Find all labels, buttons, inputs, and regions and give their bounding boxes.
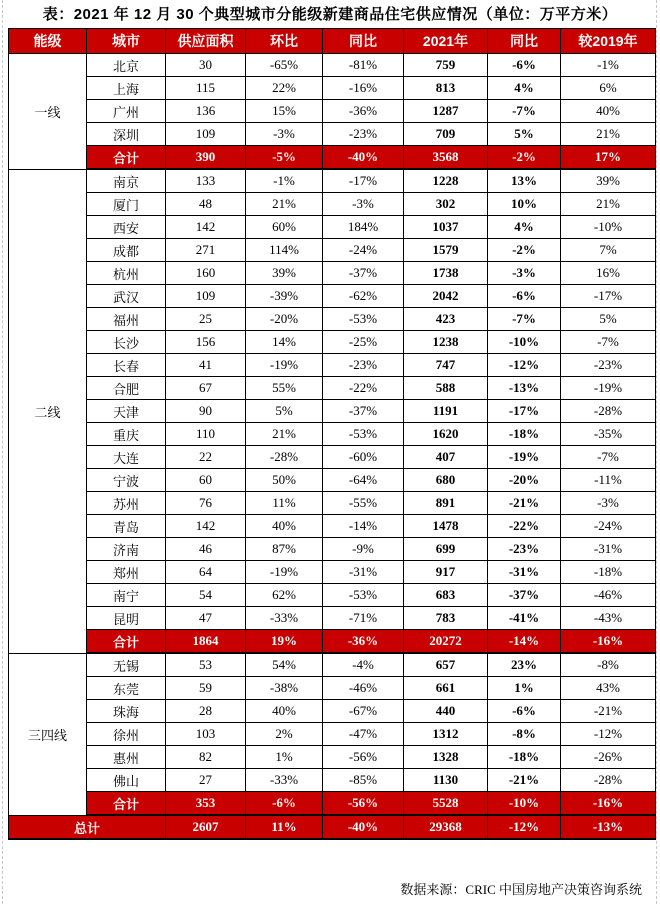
city-北京-value-4: -6% <box>488 54 561 77</box>
city-惠州-value-4: -18% <box>488 746 561 769</box>
city-南宁-value-2: -53% <box>323 584 404 607</box>
city-长沙-value-0: 156 <box>166 331 246 354</box>
city-row-济南 <box>9 538 656 561</box>
city-row-佛山 <box>9 769 656 792</box>
city-广州-value-4: -7% <box>488 100 561 123</box>
city-row-宁波 <box>9 469 656 492</box>
city-佛山-value-2: -85% <box>323 769 404 792</box>
city-cell-上海: 上海 <box>87 77 166 100</box>
city-row-重庆 <box>9 423 656 446</box>
city-东莞-value-2: -46% <box>323 677 404 700</box>
city-苏州-value-3: 891 <box>404 492 488 515</box>
city-cell-北京: 北京 <box>87 54 166 77</box>
city-珠海-value-1: 40% <box>246 700 323 723</box>
city-青岛-value-1: 40% <box>246 515 323 538</box>
city-合肥-value-0: 67 <box>166 377 246 400</box>
city-武汉-value-4: -6% <box>488 285 561 308</box>
city-厦门-value-2: -3% <box>323 193 404 216</box>
city-cell-青岛: 青岛 <box>87 515 166 538</box>
city-合肥-value-4: -13% <box>488 377 561 400</box>
city-cell-南京: 南京 <box>87 169 166 193</box>
city-深圳-value-4: 5% <box>488 123 561 146</box>
city-大连-value-2: -60% <box>323 446 404 469</box>
city-重庆-value-1: 21% <box>246 423 323 446</box>
city-北京-value-5: -1% <box>561 54 656 77</box>
city-南宁-value-3: 683 <box>404 584 488 607</box>
city-西安-value-0: 142 <box>166 216 246 239</box>
city-cell-昆明: 昆明 <box>87 607 166 630</box>
data-source-note: 数据来源：CRIC 中国房地产决策咨询系统 <box>400 882 642 897</box>
city-宁波-value-4: -20% <box>488 469 561 492</box>
city-惠州-value-0: 82 <box>166 746 246 769</box>
city-青岛-value-4: -22% <box>488 515 561 538</box>
city-苏州-value-2: -55% <box>323 492 404 515</box>
city-row-南宁 <box>9 584 656 607</box>
city-南京-value-3: 1228 <box>404 169 488 193</box>
city-杭州-value-3: 1738 <box>404 262 488 285</box>
city-珠海-value-4: -6% <box>488 700 561 723</box>
city-福州-value-4: -7% <box>488 308 561 331</box>
city-郑州-value-2: -31% <box>323 561 404 584</box>
city-惠州-value-1: 1% <box>246 746 323 769</box>
city-济南-value-2: -9% <box>323 538 404 561</box>
city-row-青岛 <box>9 515 656 538</box>
city-济南-value-0: 46 <box>166 538 246 561</box>
city-武汉-value-2: -62% <box>323 285 404 308</box>
city-西安-value-1: 60% <box>246 216 323 239</box>
city-大连-value-4: -19% <box>488 446 561 469</box>
city-cell-大连: 大连 <box>87 446 166 469</box>
city-长春-value-1: -19% <box>246 354 323 377</box>
city-宁波-value-5: -11% <box>561 469 656 492</box>
city-重庆-value-3: 1620 <box>404 423 488 446</box>
city-苏州-value-5: -3% <box>561 492 656 515</box>
city-北京-value-3: 759 <box>404 54 488 77</box>
city-大连-value-5: -7% <box>561 446 656 469</box>
city-深圳-value-5: 21% <box>561 123 656 146</box>
city-长春-value-3: 747 <box>404 354 488 377</box>
city-成都-value-4: -2% <box>488 239 561 262</box>
city-东莞-value-3: 661 <box>404 677 488 700</box>
city-福州-value-5: 5% <box>561 308 656 331</box>
city-深圳-value-3: 709 <box>404 123 488 146</box>
city-广州-value-2: -36% <box>323 100 404 123</box>
city-cell-惠州: 惠州 <box>87 746 166 769</box>
column-header-0: 能级 <box>9 29 87 54</box>
city-北京-value-1: -65% <box>246 54 323 77</box>
city-cell-济南: 济南 <box>87 538 166 561</box>
city-珠海-value-2: -67% <box>323 700 404 723</box>
city-row-无锡 <box>9 653 656 677</box>
column-header-5: 2021年 <box>404 29 488 54</box>
city-宁波-value-2: -64% <box>323 469 404 492</box>
city-杭州-value-1: 39% <box>246 262 323 285</box>
city-南京-value-4: 13% <box>488 169 561 193</box>
city-广州-value-1: 15% <box>246 100 323 123</box>
city-无锡-value-3: 657 <box>404 653 488 677</box>
city-cell-广州: 广州 <box>87 100 166 123</box>
city-row-徐州 <box>9 723 656 746</box>
city-无锡-value-5: -8% <box>561 653 656 677</box>
subtotal-一线-value-4: -2% <box>488 146 561 170</box>
city-厦门-value-1: 21% <box>246 193 323 216</box>
city-row-杭州 <box>9 262 656 285</box>
city-成都-value-1: 114% <box>246 239 323 262</box>
city-济南-value-5: -31% <box>561 538 656 561</box>
city-row-深圳 <box>9 123 656 146</box>
city-福州-value-1: -20% <box>246 308 323 331</box>
city-昆明-value-1: -33% <box>246 607 323 630</box>
column-header-2: 供应面积 <box>166 29 246 54</box>
city-cell-无锡: 无锡 <box>87 653 166 677</box>
city-杭州-value-4: -3% <box>488 262 561 285</box>
city-南宁-value-5: -46% <box>561 584 656 607</box>
city-cell-深圳: 深圳 <box>87 123 166 146</box>
city-南宁-value-1: 62% <box>246 584 323 607</box>
city-厦门-value-0: 48 <box>166 193 246 216</box>
city-长沙-value-2: -25% <box>323 331 404 354</box>
subtotal-三四线-value-5: -16% <box>561 792 656 816</box>
table-title: 表：2021 年 12 月 30 个典型城市分能级新建商品住宅供应情况（单位：万平方米） <box>42 6 618 23</box>
subtotal-一线-value-2: -40% <box>323 146 404 170</box>
city-北京-value-0: 30 <box>166 54 246 77</box>
city-大连-value-0: 22 <box>166 446 246 469</box>
city-西安-value-5: -10% <box>561 216 656 239</box>
city-合肥-value-3: 588 <box>404 377 488 400</box>
city-重庆-value-4: -18% <box>488 423 561 446</box>
city-西安-value-2: 184% <box>323 216 404 239</box>
page-edge-left <box>2 0 3 904</box>
city-长沙-value-4: -10% <box>488 331 561 354</box>
city-青岛-value-3: 1478 <box>404 515 488 538</box>
city-长沙-value-3: 1238 <box>404 331 488 354</box>
city-上海-value-5: 6% <box>561 77 656 100</box>
column-header-6: 同比 <box>488 29 561 54</box>
city-郑州-value-0: 64 <box>166 561 246 584</box>
subtotal-二线-value-0: 1864 <box>166 630 246 654</box>
city-福州-value-0: 25 <box>166 308 246 331</box>
city-武汉-value-0: 109 <box>166 285 246 308</box>
city-长沙-value-5: -7% <box>561 331 656 354</box>
city-杭州-value-2: -37% <box>323 262 404 285</box>
city-cell-郑州: 郑州 <box>87 561 166 584</box>
city-天津-value-4: -17% <box>488 400 561 423</box>
subtotal-二线-value-4: -14% <box>488 630 561 654</box>
city-青岛-value-5: -24% <box>561 515 656 538</box>
subtotal-二线-value-5: -16% <box>561 630 656 654</box>
subtotal-一线-value-1: -5% <box>246 146 323 170</box>
grand-total-label: 总计 <box>9 815 166 839</box>
city-南京-value-5: 39% <box>561 169 656 193</box>
city-郑州-value-3: 917 <box>404 561 488 584</box>
column-header-3: 环比 <box>246 29 323 54</box>
city-row-福州 <box>9 308 656 331</box>
city-cell-长沙: 长沙 <box>87 331 166 354</box>
grand-total-value-1: 11% <box>246 815 323 839</box>
city-row-广州 <box>9 100 656 123</box>
subtotal-row-二线 <box>9 630 656 654</box>
city-row-成都 <box>9 239 656 262</box>
city-重庆-value-5: -35% <box>561 423 656 446</box>
city-广州-value-3: 1287 <box>404 100 488 123</box>
subtotal-row-三四线 <box>9 792 656 816</box>
subtotal-一线-value-5: 17% <box>561 146 656 170</box>
grand-total-value-3: 29368 <box>404 815 488 839</box>
city-cell-成都: 成都 <box>87 239 166 262</box>
subtotal-一线-value-0: 390 <box>166 146 246 170</box>
city-cell-佛山: 佛山 <box>87 769 166 792</box>
city-郑州-value-5: -18% <box>561 561 656 584</box>
grand-total-value-0: 2607 <box>166 815 246 839</box>
city-cell-珠海: 珠海 <box>87 700 166 723</box>
city-北京-value-2: -81% <box>323 54 404 77</box>
city-昆明-value-5: -43% <box>561 607 656 630</box>
city-row-苏州 <box>9 492 656 515</box>
column-header-1: 城市 <box>87 29 166 54</box>
city-合肥-value-2: -22% <box>323 377 404 400</box>
city-武汉-value-3: 2042 <box>404 285 488 308</box>
subtotal-三四线-value-0: 353 <box>166 792 246 816</box>
subtotal-label-三四线: 合计 <box>87 792 166 816</box>
city-厦门-value-5: 21% <box>561 193 656 216</box>
tier-cell-二线: 二线 <box>9 169 87 653</box>
city-徐州-value-2: -47% <box>323 723 404 746</box>
city-苏州-value-0: 76 <box>166 492 246 515</box>
city-cell-厦门: 厦门 <box>87 193 166 216</box>
city-广州-value-5: 40% <box>561 100 656 123</box>
city-长春-value-2: -23% <box>323 354 404 377</box>
city-长沙-value-1: 14% <box>246 331 323 354</box>
city-cell-福州: 福州 <box>87 308 166 331</box>
subtotal-三四线-value-2: -56% <box>323 792 404 816</box>
city-cell-东莞: 东莞 <box>87 677 166 700</box>
city-厦门-value-3: 302 <box>404 193 488 216</box>
supply-table <box>8 28 656 840</box>
tier-cell-三四线: 三四线 <box>9 653 87 815</box>
city-徐州-value-0: 103 <box>166 723 246 746</box>
city-cell-宁波: 宁波 <box>87 469 166 492</box>
city-珠海-value-0: 28 <box>166 700 246 723</box>
city-天津-value-0: 90 <box>166 400 246 423</box>
city-row-西安 <box>9 216 656 239</box>
city-昆明-value-2: -71% <box>323 607 404 630</box>
city-cell-重庆: 重庆 <box>87 423 166 446</box>
city-row-武汉 <box>9 285 656 308</box>
subtotal-label-二线: 合计 <box>87 630 166 654</box>
city-天津-value-5: -28% <box>561 400 656 423</box>
city-合肥-value-5: -19% <box>561 377 656 400</box>
subtotal-三四线-value-3: 5528 <box>404 792 488 816</box>
city-row-珠海 <box>9 700 656 723</box>
city-cell-天津: 天津 <box>87 400 166 423</box>
city-郑州-value-4: -31% <box>488 561 561 584</box>
city-宁波-value-0: 60 <box>166 469 246 492</box>
city-成都-value-2: -24% <box>323 239 404 262</box>
city-徐州-value-1: 2% <box>246 723 323 746</box>
city-徐州-value-4: -8% <box>488 723 561 746</box>
city-深圳-value-1: -3% <box>246 123 323 146</box>
city-佛山-value-0: 27 <box>166 769 246 792</box>
city-上海-value-0: 115 <box>166 77 246 100</box>
city-苏州-value-4: -21% <box>488 492 561 515</box>
city-深圳-value-0: 109 <box>166 123 246 146</box>
city-cell-南宁: 南宁 <box>87 584 166 607</box>
city-佛山-value-3: 1130 <box>404 769 488 792</box>
city-宁波-value-1: 50% <box>246 469 323 492</box>
city-row-郑州 <box>9 561 656 584</box>
city-惠州-value-2: -56% <box>323 746 404 769</box>
city-佛山-value-5: -28% <box>561 769 656 792</box>
table-body <box>9 54 656 840</box>
city-cell-合肥: 合肥 <box>87 377 166 400</box>
city-cell-西安: 西安 <box>87 216 166 239</box>
subtotal-二线-value-1: 19% <box>246 630 323 654</box>
city-cell-武汉: 武汉 <box>87 285 166 308</box>
city-上海-value-1: 22% <box>246 77 323 100</box>
city-东莞-value-1: -38% <box>246 677 323 700</box>
city-成都-value-3: 1579 <box>404 239 488 262</box>
city-杭州-value-5: 16% <box>561 262 656 285</box>
city-青岛-value-0: 142 <box>166 515 246 538</box>
subtotal-三四线-value-1: -6% <box>246 792 323 816</box>
city-青岛-value-2: -14% <box>323 515 404 538</box>
city-row-北京 <box>9 54 656 77</box>
city-西安-value-3: 1037 <box>404 216 488 239</box>
city-无锡-value-2: -4% <box>323 653 404 677</box>
city-郑州-value-1: -19% <box>246 561 323 584</box>
city-南宁-value-4: -37% <box>488 584 561 607</box>
city-上海-value-2: -16% <box>323 77 404 100</box>
city-row-上海 <box>9 77 656 100</box>
city-徐州-value-5: -12% <box>561 723 656 746</box>
city-东莞-value-0: 59 <box>166 677 246 700</box>
city-row-东莞 <box>9 677 656 700</box>
city-武汉-value-1: -39% <box>246 285 323 308</box>
city-福州-value-2: -53% <box>323 308 404 331</box>
city-惠州-value-3: 1328 <box>404 746 488 769</box>
city-cell-长春: 长春 <box>87 354 166 377</box>
tier-cell-一线: 一线 <box>9 54 87 170</box>
page-edge-right <box>656 0 657 904</box>
city-大连-value-1: -28% <box>246 446 323 469</box>
subtotal-一线-value-3: 3568 <box>404 146 488 170</box>
city-南京-value-1: -1% <box>246 169 323 193</box>
city-济南-value-4: -23% <box>488 538 561 561</box>
city-row-南京 <box>9 169 656 193</box>
city-天津-value-1: 5% <box>246 400 323 423</box>
city-cell-苏州: 苏州 <box>87 492 166 515</box>
city-row-厦门 <box>9 193 656 216</box>
city-row-合肥 <box>9 377 656 400</box>
city-济南-value-3: 699 <box>404 538 488 561</box>
city-无锡-value-0: 53 <box>166 653 246 677</box>
city-昆明-value-0: 47 <box>166 607 246 630</box>
grand-total-row <box>9 815 656 839</box>
column-header-7: 较2019年 <box>561 29 656 54</box>
city-row-长沙 <box>9 331 656 354</box>
city-天津-value-2: -37% <box>323 400 404 423</box>
city-row-昆明 <box>9 607 656 630</box>
city-深圳-value-2: -23% <box>323 123 404 146</box>
city-济南-value-1: 87% <box>246 538 323 561</box>
city-武汉-value-5: -17% <box>561 285 656 308</box>
city-昆明-value-3: 783 <box>404 607 488 630</box>
subtotal-二线-value-2: -36% <box>323 630 404 654</box>
city-惠州-value-5: -26% <box>561 746 656 769</box>
column-header-4: 同比 <box>323 29 404 54</box>
city-row-长春 <box>9 354 656 377</box>
city-南宁-value-0: 54 <box>166 584 246 607</box>
city-重庆-value-0: 110 <box>166 423 246 446</box>
city-成都-value-5: 7% <box>561 239 656 262</box>
city-西安-value-4: 4% <box>488 216 561 239</box>
subtotal-二线-value-3: 20272 <box>404 630 488 654</box>
grand-total-value-5: -13% <box>561 815 656 839</box>
city-成都-value-0: 271 <box>166 239 246 262</box>
city-上海-value-4: 4% <box>488 77 561 100</box>
header-row <box>9 29 656 54</box>
city-重庆-value-2: -53% <box>323 423 404 446</box>
city-南京-value-0: 133 <box>166 169 246 193</box>
city-佛山-value-1: -33% <box>246 769 323 792</box>
city-东莞-value-5: 43% <box>561 677 656 700</box>
grand-total-value-2: -40% <box>323 815 404 839</box>
city-长春-value-5: -23% <box>561 354 656 377</box>
table-header <box>9 29 656 54</box>
city-苏州-value-1: 11% <box>246 492 323 515</box>
city-徐州-value-3: 1312 <box>404 723 488 746</box>
city-福州-value-3: 423 <box>404 308 488 331</box>
city-row-大连 <box>9 446 656 469</box>
city-广州-value-0: 136 <box>166 100 246 123</box>
city-长春-value-4: -12% <box>488 354 561 377</box>
city-合肥-value-1: 55% <box>246 377 323 400</box>
city-无锡-value-1: 54% <box>246 653 323 677</box>
city-cell-杭州: 杭州 <box>87 262 166 285</box>
city-上海-value-3: 813 <box>404 77 488 100</box>
city-长春-value-0: 41 <box>166 354 246 377</box>
city-珠海-value-3: 440 <box>404 700 488 723</box>
subtotal-label-一线: 合计 <box>87 146 166 170</box>
subtotal-三四线-value-4: -10% <box>488 792 561 816</box>
city-东莞-value-4: 1% <box>488 677 561 700</box>
city-无锡-value-4: 23% <box>488 653 561 677</box>
city-珠海-value-5: -21% <box>561 700 656 723</box>
city-杭州-value-0: 160 <box>166 262 246 285</box>
city-昆明-value-4: -41% <box>488 607 561 630</box>
city-row-惠州 <box>9 746 656 769</box>
city-大连-value-3: 407 <box>404 446 488 469</box>
city-佛山-value-4: -21% <box>488 769 561 792</box>
city-厦门-value-4: 10% <box>488 193 561 216</box>
city-南京-value-2: -17% <box>323 169 404 193</box>
city-宁波-value-3: 680 <box>404 469 488 492</box>
city-row-天津 <box>9 400 656 423</box>
city-cell-徐州: 徐州 <box>87 723 166 746</box>
city-天津-value-3: 1191 <box>404 400 488 423</box>
subtotal-row-一线 <box>9 146 656 170</box>
grand-total-value-4: -12% <box>488 815 561 839</box>
